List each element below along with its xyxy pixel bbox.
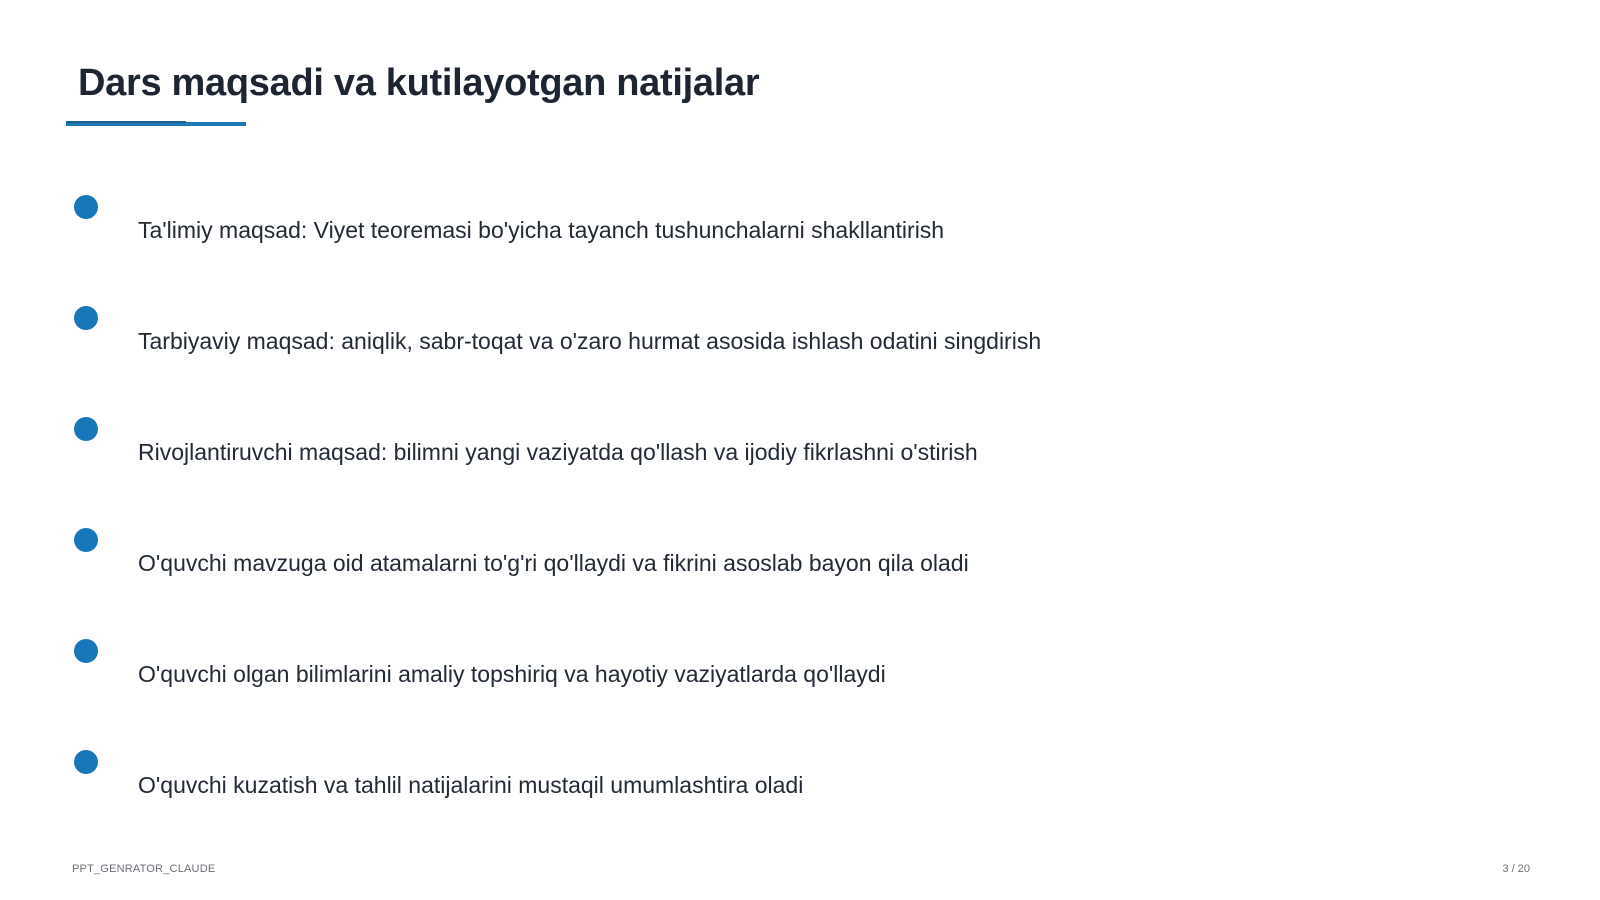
list-item [0, 528, 1600, 608]
bullet-dot-icon [74, 639, 98, 663]
bullet-dot-icon [74, 417, 98, 441]
list-item [0, 306, 1600, 386]
bullet-dot-icon [74, 306, 98, 330]
list-item [0, 195, 1600, 275]
list-item [0, 417, 1600, 497]
bullet-text: Ta'limiy maqsad: Viyet teoremasi bo'yicha tayanch tushunchalarni shakllantirish [138, 217, 945, 243]
bullet-dot-icon [74, 750, 98, 774]
bullet-text: O'quvchi olgan bilimlarini amaliy topshiriq va hayotiy vaziyatlarda qo'llaydi [138, 661, 886, 687]
bullet-dot-icon [74, 195, 98, 219]
bullet-text: Tarbiyaviy maqsad: aniqlik, sabr-toqat va o'zaro hurmat asosida ishlash odatini singdirish [138, 328, 1042, 354]
bullet-dot-icon [74, 528, 98, 552]
page-number: 3 / 20 [1502, 863, 1530, 875]
list-item [0, 639, 1600, 719]
bullet-text: O'quvchi kuzatish va tahlil natijalarini mustaqil umumlashtira oladi [138, 772, 804, 798]
footer-source-label: PPT_GENRATOR_CLAUDE [72, 863, 216, 875]
slide-title: Dars maqsadi va kutilayotgan natijalar [78, 62, 760, 104]
list-item [0, 750, 1600, 830]
bullet-text: O'quvchi mavzuga oid atamalarni to'g'ri qo'llaydi va fikrini asoslab bayon qila oladi [138, 550, 969, 576]
bullet-text: Rivojlantiruvchi maqsad: bilimni yangi vaziyatda qo'llash va ijodiy fikrlashni o'stirish [138, 439, 978, 465]
